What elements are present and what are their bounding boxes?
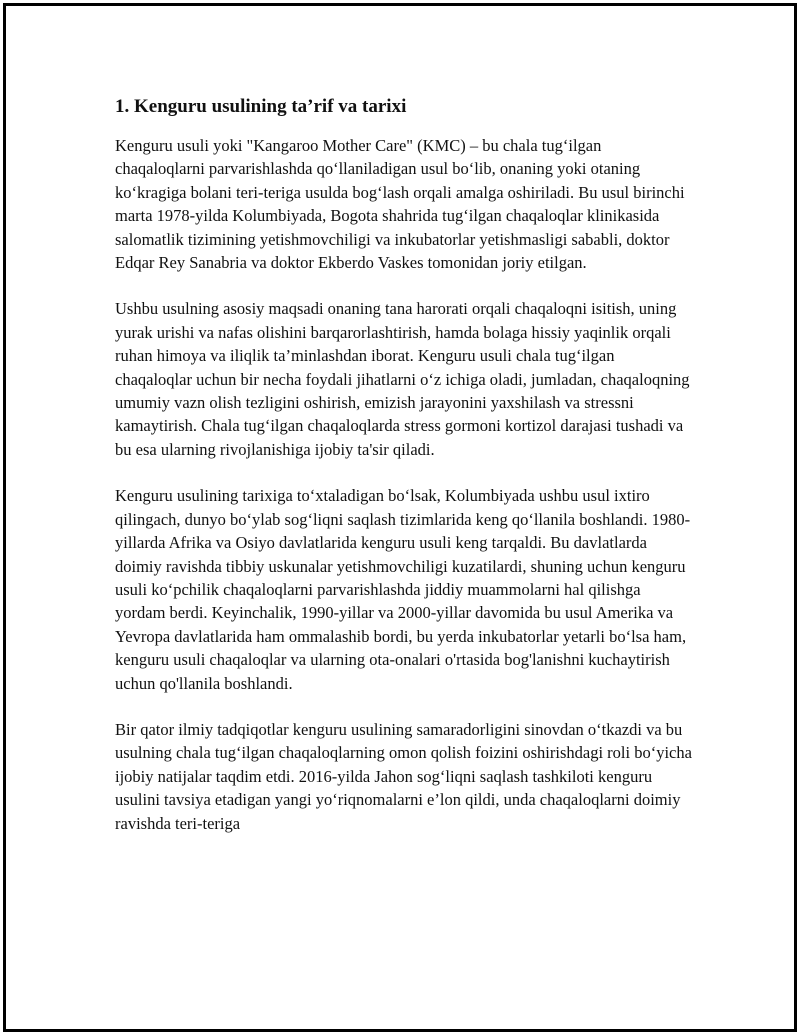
paragraph-history: Kenguru usulining tarixiga to‘xtaladigan bo‘lsak, Kolumbiyada ushbu usul ixtiro qilingach, dunyo bo‘ylab sog‘liqni saqlash tizimlarida keng qo‘llanila boshlandi. 1980-yillarda Afrika va Osiyo davlatlarida kenguru usuli keng tarqaldi. Bu davlatlarda doimiy ravishda tibbiy uskunalar yetishmovchiligi kuzatilardi, shuning uchun kenguru usuli ko‘pchilik chaqaloqlarni parvarishlashda jiddiy muammolarni hal qilishga yordam berdi. Keyinchalik, 1990-yillar va 2000-yillar davomida bu usul Amerika va Yevropa davlatlarida ham ommalashib bordi, bu yerda inkubatorlar yetarli bo‘lsa ham, kenguru usuli chaqaloqlar va ularning ota-onalari o'rtasida bog'lanishni kuchaytirish uchun qo'llanila boshlandi. — [115, 486, 691, 693]
paragraph-purpose: Ushbu usulning asosiy maqsadi onaning tana harorati orqali chaqaloqni isitish, uning yurak urishi va nafas olishini barqarorlashtirish, hamda bolaga hissiy yaqinlik orqali ruhan himoya va iliqlik ta’minlashdan iborat. Kenguru usuli chala tug‘ilgan chaqaloqlar uchun bir necha foydali jihatlarni o‘z ichiga oladi, jumladan, chaqaloqning umumiy vazn olish tezligini oshirish, emizish jarayonini yaxshilash va stressni kamaytirish. Chala tug‘ilgan chaqaloqlarda stress gormoni kortizol darajasi tushadi va bu esa ularning rivojlanishiga ijobiy ta'sir qiladi. — [115, 299, 690, 459]
section-heading: 1. Kenguru usulining ta’rif va tarixi — [115, 96, 407, 117]
document-body — [115, 92, 695, 858]
paragraph-definition: Kenguru usuli yoki "Kangaroo Mother Care" (KMC) – bu chala tug‘ilgan chaqaloqlarni parvarishlashda qo‘llaniladigan usul bo‘lib, onaning yoki otaning ko‘kragiga bolani teri-teriga usulda bog‘lash orqali amalga oshiriladi. Bu usul birinchi marta 1978-yilda Kolumbiyada, Bogota shahrida tug‘ilgan chaqaloqlar klinikasida salomatlik tizimining yetishmovchiligi va inkubatorlar yetishmasligi sababli, doktor Edqar Rey Sanabria va doktor Ekberdo Vaskes tomonidan joriy etilgan. — [115, 136, 685, 273]
paragraph-research: Bir qator ilmiy tadqiqotlar kenguru usulining samaradorligini sinovdan o‘tkazdi va bu usulning chala tug‘ilgan chaqaloqlarning omon qolish foizini oshirishdagi roli bo‘yicha ijobiy natijalar taqdim etdi. 2016-yilda Jahon sog‘liqni saqlash tashkiloti kenguru usulini tavsiya etadigan yangi yo‘riqnomalarni e’lon qildi, unda chaqaloqlarni doimiy ravishda teri-teriga — [115, 719, 692, 833]
